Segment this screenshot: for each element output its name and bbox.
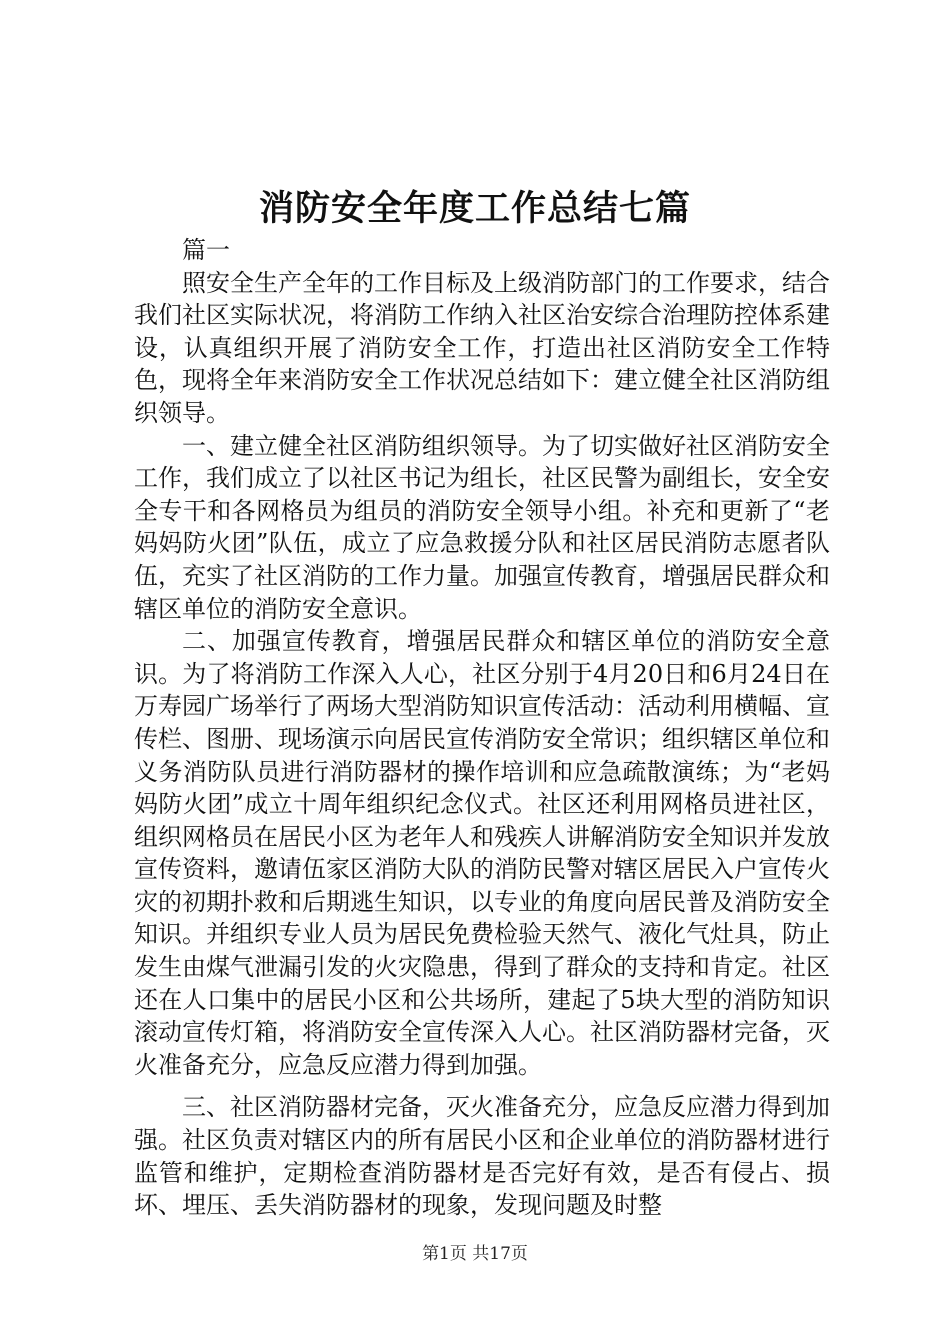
paragraph-publicity: 二、加强宣传教育，增强居民群众和辖区单位的消防安全意识。为了将消防工作深入人心，社区分别于4月20日和6月24日在万寿园广场举行了两场大型消防知识宣传活动：活动利用横幅、宣传栏、图册、现场演示向居民宣传消防安全常识；组织辖区单位和义务消防队员进行消防器材的操作培训和应急疏散演练；为“老妈妈防火团”成立十周年组织纪念仪式。社区还利用网格员进社区，组织网格员在居民小区为老年人和残疾人讲解消防安全知识并发放宣传资料，邀请伍家区消防大队的消防民警对辖区居民入户宣传火灾的初期扑救和后期逃生知识，以专业的角度向居民普及消防安全知识。并组织专业人员为居民免费检验天然气、液化气灶具，防止发生由煤气泄漏引发的火灾隐患，得到了群众的支持和肯定。社区还在人口集中的居民小区和公共场所，建起了5块大型的消防知识滚动宣传灯箱，将消防安全宣传深入人心。社区消防器材完备，灭火准备充分，应急反应潜力得到加强。 bbox=[134, 627, 830, 1079]
document-title: 消防安全年度工作总结七篇 bbox=[258, 188, 691, 229]
page-footer: 第1页 共17页 bbox=[422, 1244, 528, 1264]
paragraph-equipment: 三、社区消防器材完备，灭火准备充分，应急反应潜力得到加强。社区负责对辖区内的所有居民小区和企业单位的消防器材进行监管和维护，定期检查消防器材是否完好有效，是否有侵占、损坏、埋压、丢失消防器材的现象，发现问题及时整 bbox=[134, 1093, 830, 1220]
section-label: 篇一 bbox=[182, 236, 230, 264]
paragraph-organization: 一、建立健全社区消防组织领导。为了切实做好社区消防安全工作，我们成立了以社区书记为组长，社区民警为副组长，安全安全专干和各网格员为组员的消防安全领导小组。补充和更新了“老妈妈防火团”队伍，成立了应急救援分队和社区居民消防志愿者队伍，充实了社区消防的工作力量。加强宣传教育，增强居民群众和辖区单位的消防安全意识。 bbox=[134, 431, 830, 623]
document-body bbox=[134, 234, 830, 1222]
paragraph-intro: 照安全生产全年的工作目标及上级消防部门的工作要求，结合我们社区实际状况，将消防工作纳入社区治安综合治理防控体系建设，认真组织开展了消防安全工作，打造出社区消防安全工作特色，现将全年来消防安全工作状况总结如下：建立健全社区消防组织领导。 bbox=[134, 268, 830, 427]
